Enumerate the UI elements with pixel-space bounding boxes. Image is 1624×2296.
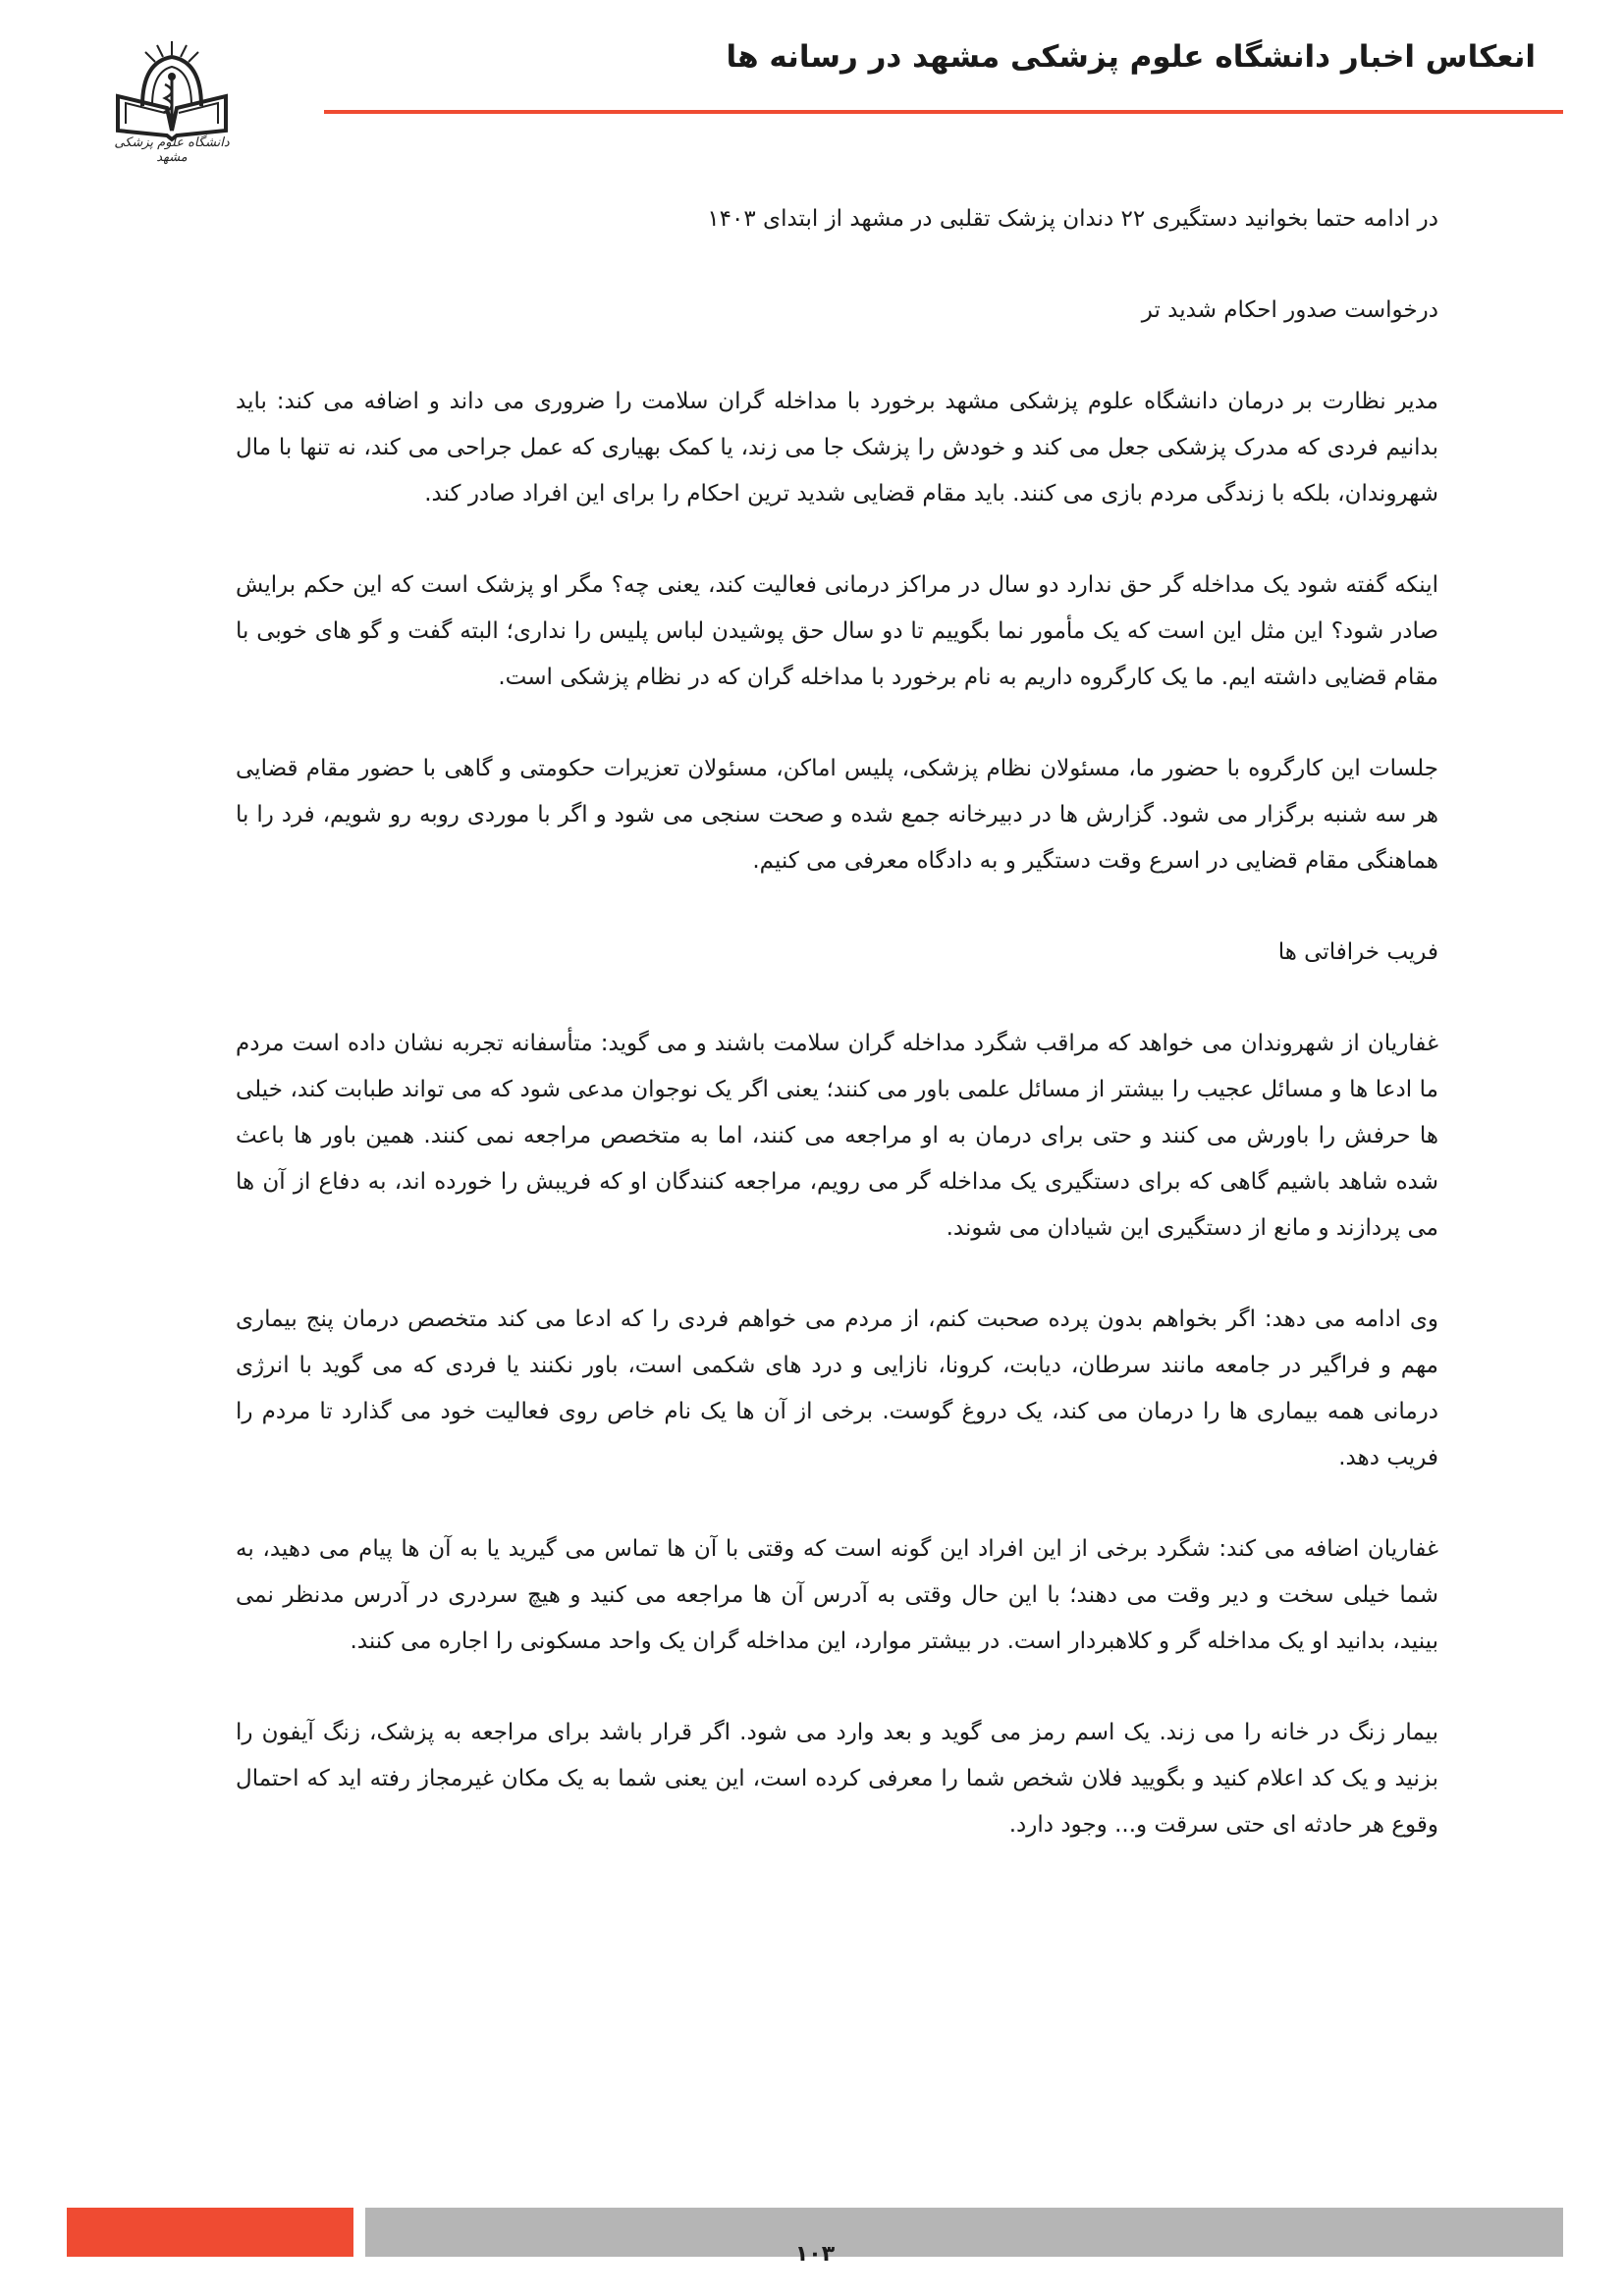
subheading-harsher-sentences: درخواست صدور احکام شدید تر: [1141, 297, 1438, 323]
logo-caption: دانشگاه علوم پزشکی مشهد: [114, 135, 230, 165]
article-body: [236, 196, 1438, 1894]
header-title: انعکاس اخبار دانشگاه علوم پزشکی مشهد در رسانه ها: [726, 39, 1536, 75]
paragraph: اینکه گفته شود یک مداخله گر حق ندارد دو سال در مراکز درمانی فعالیت کند، یعنی چه؟ مگر او پزشک است که این حکم برایش صادر شود؟ این مثل این است که یک مأمور نما بگوییم تا دو سال حق پوشیدن لباس پلیس را نداری؛ البته گفت و گو های خوبی با مقام قضایی داشته ایم. ما یک کارگروه داریم به نام برخورد با مداخله گران که در نظام پزشکی است.: [236, 572, 1438, 690]
footer-gray-bar: [365, 2208, 1563, 2257]
page-number: ۱۰۳: [794, 2242, 836, 2267]
paragraph: غفاریان اضافه می کند: شگرد برخی از این افراد این گونه است که وقتی با آن ها تماس می گیرید یا به آن ها پیام می دهید، به شما خیلی سخت و دیر وقت می دهند؛ با این حال وقتی به آدرس آن ها مراجعه می کنید و هیچ سردری در آدرس مدنظر نمی بینید، بدانید او یک مداخله گر و کلاهبردار است. در بیشتر موارد، این مداخله گران یک واحد مسکونی را اجاره می کنند.: [236, 1536, 1438, 1654]
paragraph: بیمار زنگ در خانه را می زند. یک اسم رمز می گوید و بعد وارد می شود. اگر قرار باشد برای مراجعه به پزشک، زنگ آیفون را بزنید و یک کد اعلام کنید و بگویید فلان شخص شما را معرفی کرده است، این یعنی شما به یک مکان غیرمجاز رفته اید که احتمال وقوع هر حادثه ای حتی سرقت و... وجود دارد.: [236, 1720, 1438, 1838]
paragraph: وی ادامه می دهد: اگر بخواهم بدون پرده صحبت کنم، از مردم می خواهم فردی را که ادعا می کند متخصص درمان پنج بیماری مهم و فراگیر در جامعه مانند سرطان، دیابت، کرونا، نازایی و درد های شکمی است، باور نکنند یا فردی که می گوید با انرژی درمانی همه بیماری ها را درمان می کند، یک دروغ گوست. برخی از آن ها یک نام خاص روی فعالیت خود می گذارد تا مردم را فریب دهد.: [236, 1307, 1438, 1470]
paragraph-read-more: در ادامه حتما بخوانید دستگیری ۲۲ دندان پزشک تقلبی در مشهد از ابتدای ۱۴۰۳: [707, 206, 1438, 232]
footer-red-bar: [67, 2208, 353, 2257]
header-rule: [324, 110, 1563, 114]
paragraph: غفاریان از شهروندان می خواهد که مراقب شگرد مداخله گران سلامت باشند و می گوید: متأسفانه تجربه نشان داده است مردم ما ادعا ها و مسائل عجیب را بیشتر از مسائل علمی باور می کنند؛ یعنی اگر یک نوجوان مدعی شود که می تواند طبابت کند، خیلی ها حرفش را باورش می کنند و حتی برای درمان به او مراجعه می کنند، اما به متخصص مراجعه نمی کنند. همین باور ها باعث شده شاهد باشیم گاهی که برای دستگیری یک مداخله گر می رویم، مراجعه کنندگان او که فریبش را خورده اند، به دفاع از آن ها می پردازند و مانع از دستگیری این شیادان می شوند.: [236, 1031, 1438, 1241]
paragraph: جلسات این کارگروه با حضور ما، مسئولان نظام پزشکی، پلیس اماکن، مسئولان تعزیرات حکومتی و گاهی با حضور مقام قضایی هر سه شنبه برگزار می شود. گزارش ها در دبیرخانه جمع شده و صحت سنجی می شود و اگر با موردی روبه رو شویم، فرد را با هماهنگی مقام قضایی در اسرع وقت دستگیر و به دادگاه معرفی می کنیم.: [236, 756, 1438, 874]
subheading-superstition: فریب خرافاتی ها: [1277, 939, 1438, 965]
paragraph: مدیر نظارت بر درمان دانشگاه علوم پزشکی مشهد برخورد با مداخله گران سلامت را ضروری می داند و اضافه می کند: باید بدانیم فردی که مدرک پزشکی جعل می کند و خودش را پزشک جا می زند، یا کمک بهیاری که عمل جراحی می کند، نه تنها با مال شهروندان، بلکه با زندگی مردم بازی می کنند. باید مقام قضایی شدید ترین احکام را برای این افراد صادر کند.: [236, 389, 1438, 507]
